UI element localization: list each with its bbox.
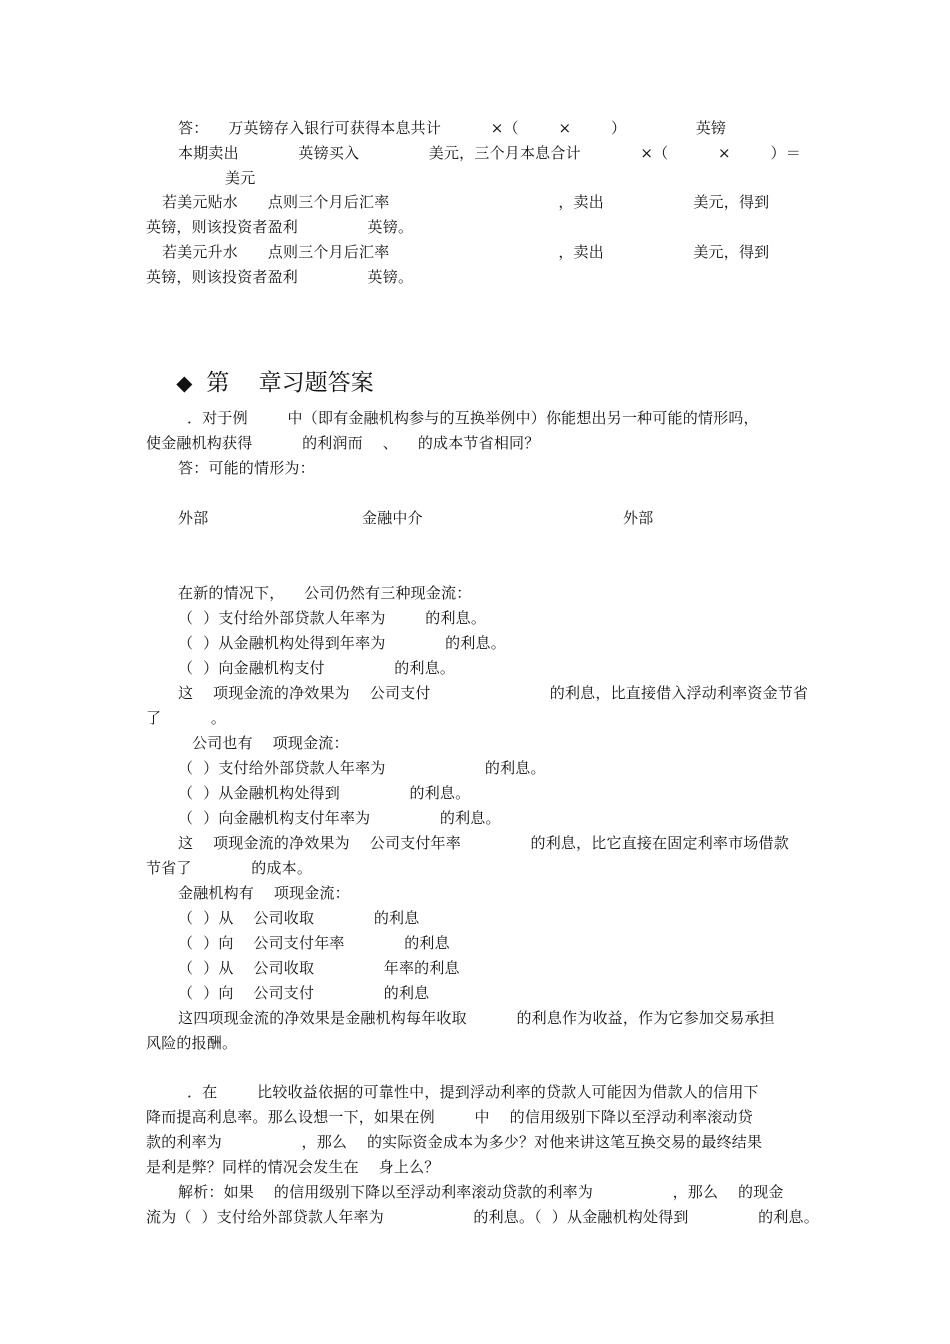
question-1-answer-intro: 答：可能的情形为： xyxy=(178,459,315,477)
question-1-line-1: ．对于例 中（即有金融机构参与的互换举例中）你能想出另一种可能的情形吗， xyxy=(187,409,759,427)
company-b-net-effect-1: 这 项现金流的净效果为 公司支付年率 的利息，比它直接在固定利率市场借款 xyxy=(178,834,789,852)
answer-line-2: 本期卖出 英镑买入 美元，三个月本息合计 ×（ × ）＝ xyxy=(178,144,801,162)
company-b-cashflow-1: （ ）支付给外部贷款人年率为 的利息。 xyxy=(178,759,546,777)
company-a-net-effect-1: 这 项现金流的净效果为 公司支付 的利息，比直接借入浮动利率资金节省 xyxy=(178,684,809,702)
answer-line-7: 英镑，则该投资者盈利 英镑。 xyxy=(146,268,414,286)
company-a-intro: 在新的情况下， 公司仍然有三种现金流： xyxy=(178,584,472,602)
chapter-heading-text: 第 章习题答案 xyxy=(206,370,374,396)
answer-line-6: 若美元升水 点则三个月后汇率 ，卖出 美元，得到 xyxy=(162,243,770,261)
financial-institution-cashflow-2: （ ）向 公司支付年率 的利息 xyxy=(178,934,450,952)
financial-institution-cashflow-4: （ ）向 公司支付 的利息 xyxy=(178,984,430,1002)
financial-institution-net-effect-2: 风险的报酬。 xyxy=(146,1034,238,1052)
question-2-line-1: ．在 比较收益依据的可靠性中，提到浮动利率的贷款人可能因为借款人的信用下 xyxy=(187,1083,759,1101)
diamond-bullet-icon: ◆ xyxy=(176,371,193,395)
question-2-analysis-line-2: 流为（ ）支付给外部贷款人年率为 的利息。（ ）从金融机构处得到 的利息。 xyxy=(146,1208,819,1226)
company-a-cashflow-3: （ ）向金融机构支付 的利息。 xyxy=(178,659,456,677)
answer-line-4: 若美元贴水 点则三个月后汇率 ，卖出 美元，得到 xyxy=(162,193,770,211)
company-b-cashflow-3: （ ）向金融机构支付年率为 的利息。 xyxy=(178,809,501,827)
company-a-cashflow-1: （ ）支付给外部贷款人年率为 的利息。 xyxy=(178,609,487,627)
question-2-line-2: 降而提高利息率。那么设想一下，如果在例 中 的信用级别下降以至浮动利率滚动贷 xyxy=(146,1108,753,1126)
company-a-cashflow-2: （ ）从金融机构处得到年率为 的利息。 xyxy=(178,634,506,652)
company-b-net-effect-2: 节省了 的成本。 xyxy=(146,859,313,877)
company-a-net-effect-2: 了 。 xyxy=(146,709,227,727)
company-b-cashflow-2: （ ）从金融机构处得到 的利息。 xyxy=(178,784,471,802)
question-2-line-3: 款的利率为 ，那么 的实际资金成本为多少？对他来讲这笔互换交易的最终结果 xyxy=(146,1133,763,1151)
answer-line-3: 美元 xyxy=(225,169,256,187)
chapter-heading xyxy=(147,338,374,396)
financial-institution-cashflow-3: （ ）从 公司收取 年率的利息 xyxy=(178,959,460,977)
company-b-intro: 公司也有 项现金流： xyxy=(192,734,349,752)
diagram-label-left-external: 外部 xyxy=(178,509,209,527)
answer-line-1: 答： 万英镑存入银行可获得本息共计 ×（ × ） 英镑 xyxy=(178,119,727,137)
financial-institution-net-effect-1: 这四项现金流的净效果是金融机构每年收取 的利息作为收益，作为它参加交易承担 xyxy=(178,1009,775,1027)
question-2-analysis-line-1: 解析：如果 的信用级别下降以至浮动利率滚动贷款的利率为 ，那么 的现金 xyxy=(178,1183,784,1201)
question-1-line-2: 使金融机构获得 的利润而 、 的成本节省相同？ xyxy=(146,434,540,452)
diagram-label-financial-intermediary: 金融中介 xyxy=(362,509,423,527)
financial-institution-cashflow-1: （ ）从 公司收取 的利息 xyxy=(178,909,420,927)
financial-institution-intro: 金融机构有 项现金流： xyxy=(178,884,350,902)
diagram-label-right-external: 外部 xyxy=(623,509,654,527)
question-2-line-4: 是利是弊？同样的情况会发生在 身上么？ xyxy=(146,1158,440,1176)
answer-line-5: 英镑，则该投资者盈利 英镑。 xyxy=(146,218,414,236)
